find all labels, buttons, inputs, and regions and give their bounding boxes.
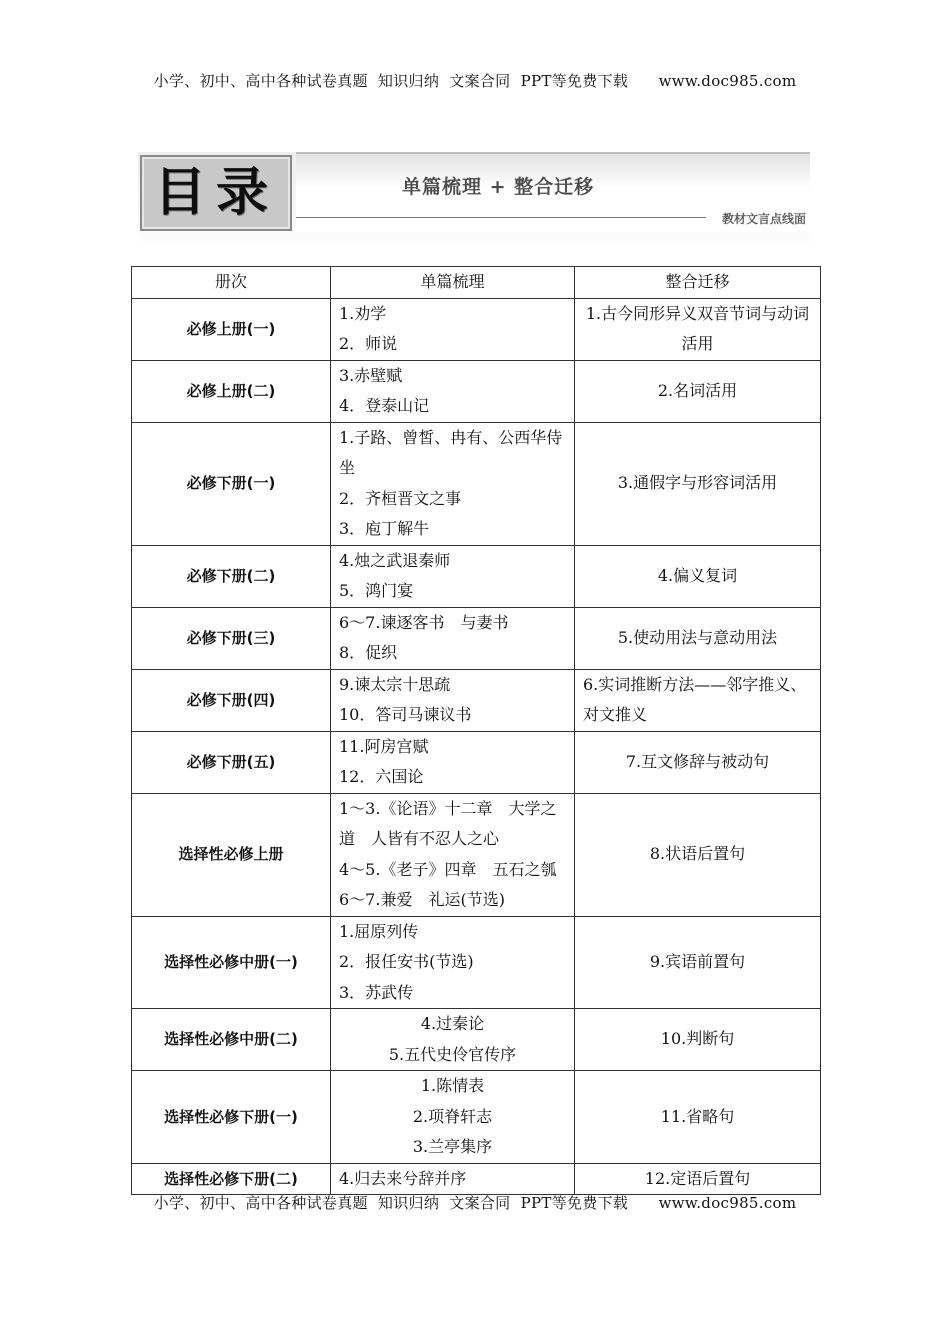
page-header: 小学、初中、高中各种试卷真题 知识归纳 文案合同 PPT等免费下载 www.doc985.com — [153, 72, 797, 90]
table-row — [132, 731, 821, 793]
lessons-cell — [331, 916, 575, 1009]
lesson-item: 6～7.兼爱 礼运(节选) — [339, 890, 505, 909]
volume-cell: 选择性必修下册(一) — [132, 1071, 331, 1164]
table-header-row — [132, 267, 821, 299]
lesson-item: 6～7.谏逐客书 与妻书 — [339, 612, 509, 632]
volume-cell: 必修下册(三) — [132, 607, 331, 669]
table-row — [132, 793, 821, 916]
page-footer: 小学、初中、高中各种试卷真题 知识归纳 文案合同 PPT等免费下载 www.doc985.com — [153, 1194, 797, 1212]
volume-cell: 必修下册(五) — [132, 731, 331, 793]
table-row — [132, 545, 821, 607]
banner-title: 目录 — [153, 163, 278, 223]
lessons-cell — [331, 607, 575, 669]
lessons-cell — [331, 1009, 575, 1071]
lesson-item: 3.赤壁赋 — [339, 365, 403, 385]
lesson-item: 2．齐桓晋文之事 — [339, 488, 462, 508]
lesson-item: 4.过秦论 — [420, 1014, 485, 1033]
topic-cell: 8.状语后置句 — [575, 793, 821, 916]
lesson-item: 1.屈原列传 — [339, 921, 419, 941]
toc-banner — [138, 152, 810, 250]
table-row — [132, 360, 821, 422]
volume-cell: 选择性必修中册(一) — [132, 916, 331, 1009]
column-header-topic: 整合迁移 — [575, 267, 821, 299]
lesson-item: 2．师说 — [339, 334, 398, 353]
lesson-item: 3．庖丁解牛 — [339, 519, 430, 538]
table-row — [132, 1009, 821, 1071]
topic-cell: 1.古今同形异义双音节词与动词活用 — [575, 298, 821, 360]
volume-cell: 必修上册(二) — [132, 360, 331, 422]
topic-cell: 7.互文修辞与被动句 — [575, 731, 821, 793]
banner-divider — [296, 217, 706, 218]
lesson-item: 12．六国论 — [339, 767, 424, 786]
table-row — [132, 669, 821, 731]
volume-cell: 必修上册(一) — [132, 298, 331, 360]
lesson-item: 4.归去来兮辞并序 — [339, 1168, 467, 1188]
lesson-item: 5．鸿门宴 — [339, 581, 414, 600]
table-row — [132, 422, 821, 545]
table-row — [132, 916, 821, 1009]
lesson-item: 2.项脊轩志 — [412, 1106, 493, 1126]
topic-cell: 9.宾语前置句 — [575, 916, 821, 1009]
lessons-cell — [331, 731, 575, 793]
volume-cell: 必修下册(二) — [132, 545, 331, 607]
lesson-item: 5.五代史伶官传序 — [388, 1044, 517, 1064]
table-row — [132, 298, 821, 360]
column-header-lessons: 单篇梳理 — [331, 267, 575, 299]
topic-cell: 5.使动用法与意动用法 — [575, 607, 821, 669]
lessons-cell — [331, 422, 575, 545]
table-row — [132, 1071, 821, 1164]
topic-cell: 6.实词推断方法——邻字推义、对文推义 — [575, 669, 821, 731]
lesson-item: 4.烛之武退秦师 — [339, 550, 451, 570]
lessons-cell — [331, 545, 575, 607]
topic-cell: 12.定语后置句 — [575, 1163, 821, 1195]
volume-cell: 必修下册(一) — [132, 422, 331, 545]
lesson-item: 4～5.《老子》四章 五石之瓠 — [339, 859, 557, 879]
lesson-item: 3．苏武传 — [339, 982, 414, 1002]
table-row — [132, 1163, 821, 1195]
lesson-item: 1.子路、曾皙、冉有、公西华侍坐 — [339, 427, 563, 477]
topic-cell: 2.名词活用 — [575, 360, 821, 422]
lesson-item: 9.谏太宗十思疏 — [339, 674, 451, 694]
volume-cell: 选择性必修下册(二) — [132, 1163, 331, 1195]
topic-cell: 10.判断句 — [575, 1009, 821, 1071]
topic-cell: 11.省略句 — [575, 1071, 821, 1164]
topic-cell: 3.通假字与形容词活用 — [575, 422, 821, 545]
banner-right-panel — [296, 152, 810, 232]
lesson-item: 1.劝学 — [339, 303, 387, 323]
volume-cell: 选择性必修中册(二) — [132, 1009, 331, 1071]
lesson-item: 8．促织 — [339, 643, 398, 662]
lessons-cell — [331, 793, 575, 916]
toc-table — [131, 266, 821, 1195]
banner-title-box — [140, 155, 292, 231]
topic-cell: 4.偏义复词 — [575, 545, 821, 607]
lesson-item: 1～3.《论语》十二章 大学之道 人皆有不忍人之心 — [339, 798, 557, 848]
banner-subtitle: 单篇梳理 + 整合迁移 — [402, 176, 595, 198]
volume-cell: 选择性必修上册 — [132, 793, 331, 916]
volume-cell: 必修下册(四) — [132, 669, 331, 731]
lesson-item: 2．报任安书(节选) — [339, 952, 474, 971]
lesson-item: 4．登泰山记 — [339, 396, 430, 415]
lessons-cell — [331, 1163, 575, 1195]
lessons-cell — [331, 1071, 575, 1164]
lessons-cell — [331, 669, 575, 731]
banner-tag: 教材文言点线面 — [721, 212, 806, 226]
lesson-item: 3.兰亭集序 — [412, 1137, 493, 1156]
lessons-cell — [331, 298, 575, 360]
lesson-item: 10．答司马谏议书 — [339, 705, 472, 724]
lesson-item: 11.阿房宫赋 — [339, 736, 429, 756]
lesson-item: 1.陈情表 — [420, 1076, 485, 1095]
lessons-cell — [331, 360, 575, 422]
column-header-volume: 册次 — [132, 267, 331, 299]
table-row — [132, 607, 821, 669]
